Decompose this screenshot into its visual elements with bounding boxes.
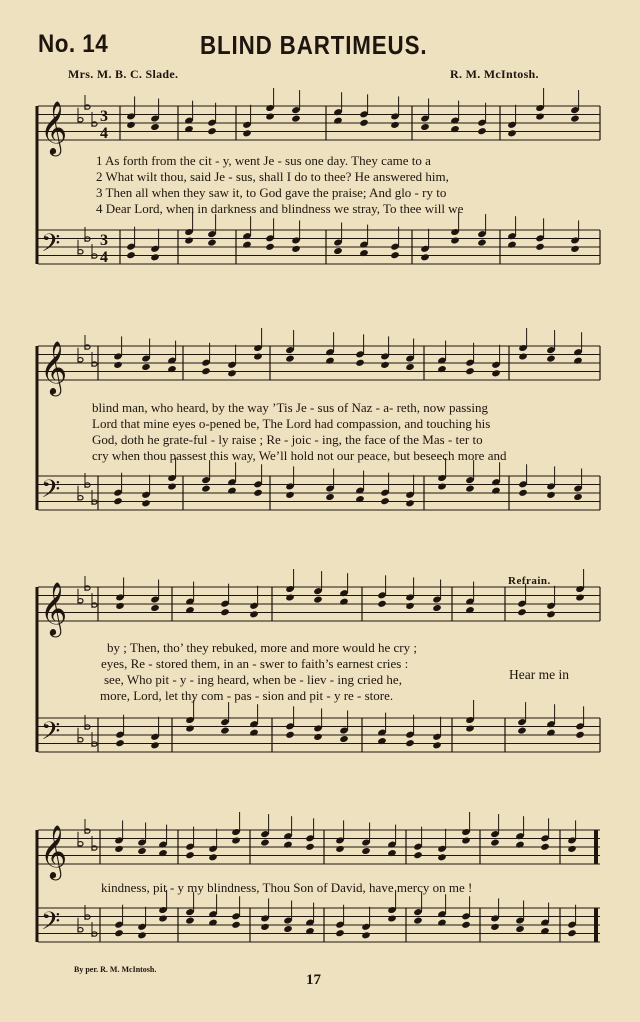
note-head-icon [405,602,415,610]
note-head-icon [413,917,423,925]
note-head-icon [567,845,577,853]
time-signature: 3 [100,108,108,125]
note-head-icon [285,355,295,363]
lyric-line: see, Who pit - y - ing heard, when be - liev - ing cried he, [104,672,402,687]
note-head-icon [507,241,517,249]
key-signature [78,842,83,846]
note-head-icon [115,739,125,747]
note-head-icon [185,724,195,732]
note-head-icon [437,919,447,927]
note-head-icon [137,847,147,855]
note-head-icon [126,121,136,129]
refrain-label: Refrain. [508,575,551,587]
note-head-icon [359,119,369,127]
note-head-icon [387,914,397,922]
note-head-icon [335,929,345,937]
time-signature: 4 [100,125,108,142]
note-head-icon [207,127,217,135]
note-head-icon [167,482,177,490]
hymn-title: BLIND BARTIMEUS. [200,30,428,60]
lyric-line: 3 Then all when they saw it, to God gave the praise; And glo - ry to [96,185,447,200]
note-head-icon [518,352,528,360]
refrain-words: Hear me in [509,667,569,682]
note-head-icon [207,239,217,247]
note-head-icon [465,724,475,732]
note-head-icon [390,121,400,129]
lyric-line: cry when thou passest this way, We’ll hold not our peace, but beseech more and [92,448,507,463]
note-head-icon [231,921,241,929]
note-head-icon [420,123,430,131]
note-head-icon [517,727,527,735]
note-head-icon [491,369,501,377]
note-head-icon [150,123,160,131]
treble-clef-icon: 𝄞 [40,340,68,394]
note-head-icon [535,112,545,120]
note-head-icon [242,129,252,137]
note-head-icon [242,241,252,249]
note-head-icon [291,115,301,123]
note-head-icon [291,245,301,253]
note-head-icon [185,851,195,859]
note-head-icon [546,610,556,618]
note-head-icon [114,929,124,937]
note-head-icon [461,836,471,844]
note-head-icon [339,598,349,606]
note-head-icon [260,923,270,931]
key-signature [78,928,83,932]
note-head-icon [540,843,550,851]
key-signature [85,586,90,590]
footer-credit: By per. R. M. McIntosh. [74,965,157,974]
note-head-icon [220,727,230,735]
treble-clef-icon: 𝄞 [40,824,68,878]
note-head-icon [515,841,525,849]
composer-credit: R. M. McIntosh. [450,67,539,81]
lyric-line: blind man, who heard, by the way ’Tis Je - sus of Naz - a- reth, now passing [92,400,488,415]
note-head-icon [575,731,585,739]
note-head-icon [437,482,447,490]
note-head-icon [413,851,423,859]
note-head-icon [333,247,343,255]
note-head-icon [150,253,160,261]
note-head-icon [570,245,580,253]
note-head-icon [450,236,460,244]
note-head-icon [231,836,241,844]
note-head-icon [114,845,124,853]
note-head-icon [113,361,123,369]
note-head-icon [535,243,545,251]
key-signature [78,250,83,254]
note-head-icon [361,847,371,855]
note-head-icon [491,487,501,495]
page-number: 17 [306,972,321,988]
lyric-line: kindness, pit - y my blindness, Thou Son of David, have mercy on me ! [101,880,473,895]
note-head-icon [150,604,160,612]
note-head-icon [377,600,387,608]
key-signature [92,846,97,850]
lyric-line: Lord that mine eyes o-pened be, The Lord had compassion, and touching his [92,416,491,431]
note-head-icon [570,115,580,123]
note-head-icon [546,491,556,499]
note-head-icon [285,731,295,739]
note-head-icon [515,925,525,933]
note-head-icon [113,497,123,505]
note-head-icon [208,853,218,861]
note-head-icon [432,604,442,612]
lyric-line: more, Lord, let thy com - pas - sion and pit - y re - store. [100,688,394,703]
hymn-number: No. 14 [38,30,109,58]
note-head-icon [158,914,168,922]
key-signature [85,105,90,109]
note-head-icon [141,499,151,507]
note-head-icon [361,931,371,939]
note-head-icon [201,485,211,493]
note-head-icon [490,923,500,931]
note-head-icon [141,363,151,371]
note-head-icon [465,367,475,375]
note-head-icon [227,487,237,495]
note-head-icon [249,610,259,618]
note-head-icon [283,925,293,933]
key-signature [92,603,97,607]
lyric-line: God, doth he grate-ful - ly raise ; Re - joic - ing, the face of the Mas - ter to [92,432,483,447]
note-head-icon [335,845,345,853]
note-head-icon [420,253,430,261]
bass-clef-icon: 𝄢 [41,229,61,264]
note-head-icon [573,493,583,501]
lyric-line: eyes, Re - stored them, in an - swer to faith’s earnest cries : [101,656,409,671]
key-signature [78,599,83,603]
treble-clef-icon: 𝄞 [40,100,68,154]
note-head-icon [285,491,295,499]
note-head-icon [380,361,390,369]
note-head-icon [185,917,195,925]
note-head-icon [126,251,136,259]
note-head-icon [260,839,270,847]
note-head-icon [477,127,487,135]
lyric-line: by ; Then, tho’ they rebuked, more and more would he cry ; [107,640,417,655]
bass-clef-icon: 𝄢 [41,907,61,942]
note-head-icon [461,921,471,929]
note-head-icon [339,735,349,743]
note-head-icon [184,236,194,244]
key-signature [78,738,83,742]
note-head-icon [283,841,293,849]
bass-clef-icon: 𝄢 [41,475,61,510]
note-head-icon [313,596,323,604]
key-signature [85,345,90,349]
note-head-icon [305,843,315,851]
note-head-icon [208,919,218,927]
note-head-icon [285,593,295,601]
note-head-icon [355,359,365,367]
note-head-icon [546,355,556,363]
note-head-icon [517,608,527,616]
note-head-icon [432,741,442,749]
note-head-icon [573,357,583,365]
note-head-icon [575,593,585,601]
time-signature: 4 [100,249,108,266]
lyric-line: 2 What wilt thou, said Je - sus, shall I do to thee? He answered him, [96,169,449,184]
note-head-icon [265,112,275,120]
note-head-icon [546,729,556,737]
key-signature [92,362,97,366]
key-signature [78,118,83,122]
note-head-icon [405,739,415,747]
lyricist-credit: Mrs. M. B. C. Slade. [68,67,179,81]
note-head-icon [115,602,125,610]
key-signature [92,122,97,126]
note-head-icon [265,243,275,251]
note-head-icon [137,931,147,939]
note-head-icon [150,741,160,749]
note-head-icon [220,608,230,616]
bass-clef-icon: 𝄢 [41,717,61,752]
treble-clef-icon: 𝄞 [40,581,68,635]
note-head-icon [490,839,500,847]
key-signature [85,829,90,833]
note-head-icon [405,363,415,371]
note-head-icon [201,367,211,375]
note-head-icon [507,129,517,137]
note-head-icon [437,853,447,861]
note-head-icon [477,239,487,247]
note-head-icon [465,485,475,493]
lyric-line: 1 As forth from the cit - y, went Je - sus one day. They came to a [96,153,431,168]
note-head-icon [253,352,263,360]
key-signature [78,496,83,500]
note-head-icon [567,929,577,937]
note-head-icon [518,489,528,497]
note-head-icon [333,117,343,125]
note-head-icon [249,729,259,737]
note-head-icon [325,493,335,501]
key-signature [78,358,83,362]
note-head-icon [325,357,335,365]
note-head-icon [390,251,400,259]
note-head-icon [313,733,323,741]
lyric-line: 4 Dear Lord, when in darkness and blindness we stray, To thee will we [96,201,464,216]
note-head-icon [380,497,390,505]
note-head-icon [227,369,237,377]
note-head-icon [405,499,415,507]
note-head-icon [253,489,263,497]
time-signature: 3 [100,232,108,249]
